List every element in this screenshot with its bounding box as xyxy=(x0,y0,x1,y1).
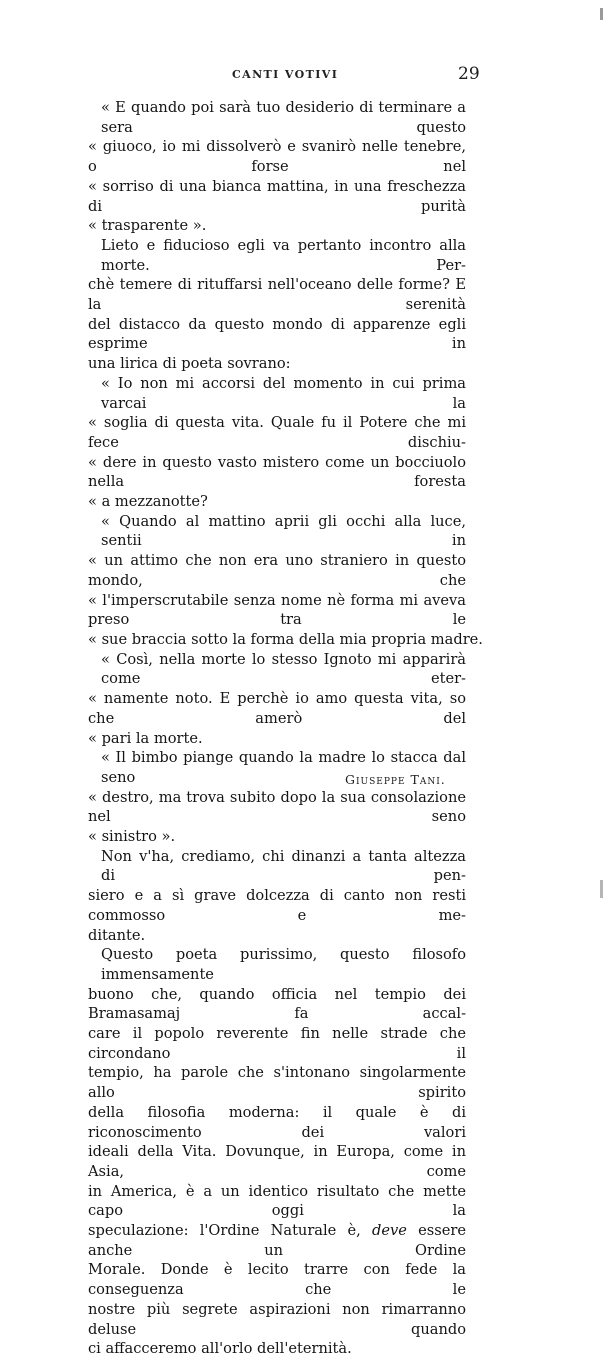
text-line: « sinistro ». xyxy=(88,828,176,846)
text-line: « Io non mi accorsi del momento in cui prima varcai la xyxy=(101,374,466,412)
text-line: Lieto e fiducioso egli va pertanto incontro alla morte. Per- xyxy=(101,236,466,274)
emphasized-word: deve xyxy=(372,1222,407,1240)
text-line: Morale. Donde è lecito trarre con fede la conseguenza che le xyxy=(88,1261,466,1299)
text-line: Questo poeta purissimo, questo filosofo immensamente xyxy=(101,946,466,983)
text-line: ideali della Vita. Dovunque, in Europa, come in Asia, come xyxy=(88,1143,466,1180)
body-text xyxy=(88,98,483,1359)
text-line xyxy=(88,1221,466,1260)
text-line: chè temere di rituffarsi nell'oceano delle forme? E la serenità xyxy=(88,276,466,314)
text-line: « namente noto. E perchè io amo questa vita, so che amerò del xyxy=(88,690,466,727)
author-signature: Giuseppe Tani. xyxy=(345,772,446,787)
text-line: « Quando al mattino aprii gli occhi alla luce, sentii in xyxy=(101,512,466,550)
text-line: ditante. xyxy=(88,926,146,944)
text-line: « un attimo che non era uno straniero in questo mondo, che xyxy=(88,552,466,589)
text-line: ci affacceremo all'orlo dell'eternità. xyxy=(88,1340,352,1358)
running-title: CANTI VOTIVI xyxy=(232,68,339,81)
text-segment: speculazione: l'Ordine Naturale è, xyxy=(88,1222,361,1240)
text-line: « Così, nella morte lo stesso Ignoto mi apparirà come eter- xyxy=(101,650,466,688)
text-line: « giuoco, io mi dissolverò e svanirò nelle tenebre, o forse nel xyxy=(88,138,466,176)
page-number: 29 xyxy=(458,64,480,84)
text-line: « E quando poi sarà tuo desiderio di terminare a sera questo xyxy=(101,99,466,136)
text-line: « pari la morte. xyxy=(88,729,203,747)
text-line: della filosofia moderna: il quale è di riconoscimento dei valori xyxy=(88,1103,466,1141)
text-line: nostre più segrete aspirazioni non rimarranno deluse quando xyxy=(88,1300,466,1338)
text-line: tempio, ha parole che s'intonano singolarmente allo spirito xyxy=(88,1064,466,1102)
text-line: « dere in questo vasto mistero come un bocciuolo nella foresta xyxy=(88,453,466,491)
text-line: siero e a sì grave dolcezza di canto non resti commosso e me- xyxy=(88,887,466,924)
text-line: « a mezzanotte? xyxy=(88,493,208,511)
text-line: una lirica di poeta sovrano: xyxy=(88,355,291,373)
text-line: in America, è a un identico risultato che mette capo oggi la xyxy=(88,1182,466,1220)
text-line: « sorriso di una bianca mattina, in una freschezza di purità xyxy=(88,177,466,215)
text-segment: essere anche un Ordine xyxy=(88,1222,466,1259)
text-line: « soglia di questa vita. Quale fu il Potere che mi fece dischiu- xyxy=(88,414,466,451)
text-line: « sue braccia sotto la forma della mia propria madre. xyxy=(88,630,483,648)
text-line: care il popolo reverente fin nelle strade che circondano il xyxy=(88,1025,466,1062)
text-line: « Il bimbo piange quando la madre lo stacca dal seno xyxy=(101,749,466,786)
text-line: Non v'ha, crediamo, chi dinanzi a tanta altezza di pen- xyxy=(101,847,466,885)
text-line: del distacco da questo mondo di apparenze egli esprime in xyxy=(88,315,466,353)
text-line: buono che, quando officia nel tempio dei Bramasamaj fa accal- xyxy=(88,985,466,1023)
text-line: « trasparente ». xyxy=(88,217,207,235)
text-line: « l'imperscrutabile senza nome nè forma mi aveva preso tra le xyxy=(88,591,466,629)
text-line: « destro, ma trova subito dopo la sua consolazione nel seno xyxy=(88,788,466,826)
